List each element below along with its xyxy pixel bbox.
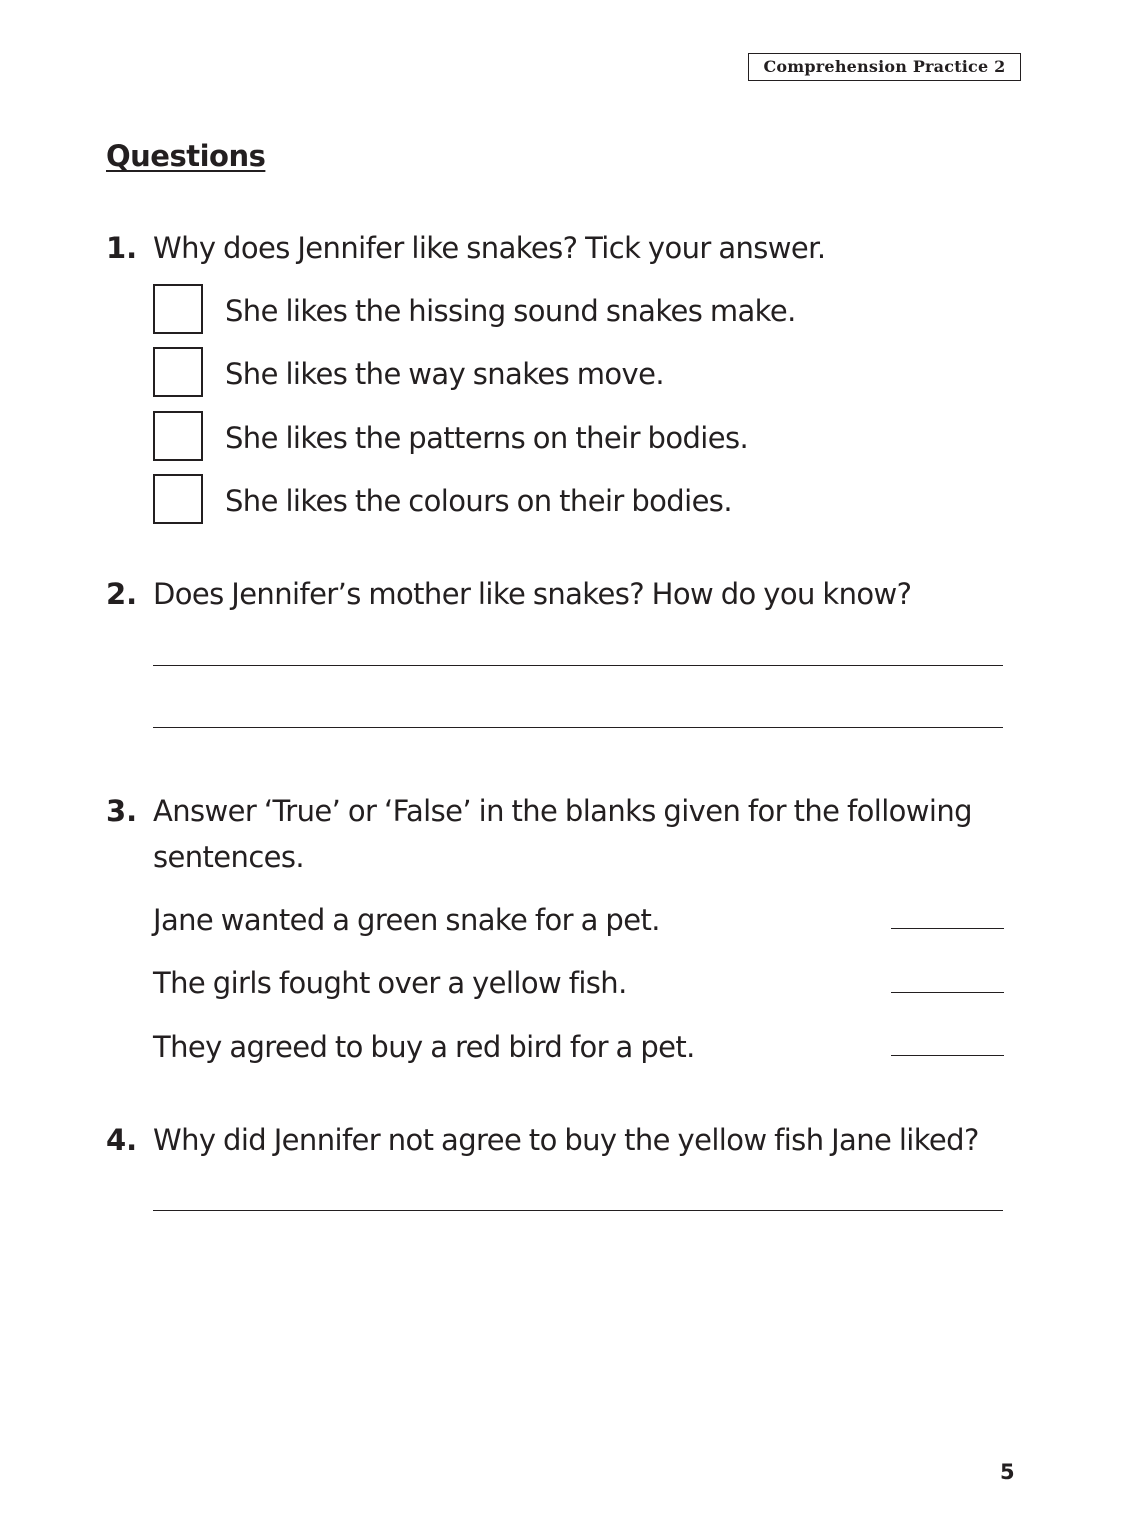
page-number: 5: [1000, 1460, 1015, 1484]
question-3-text: Answer ‘True’ or ‘False’ in the blanks given for the following sentences.: [153, 794, 972, 874]
question-2-answer-line-2[interactable]: [153, 727, 1003, 728]
option-1-checkbox[interactable]: [153, 284, 203, 334]
question-4-text: Why did Jennifer not agree to buy the yellow fish Jane liked?: [153, 1123, 979, 1157]
option-1-label: She likes the hissing sound snakes make.: [225, 294, 796, 328]
question-1-number: 1.: [106, 231, 138, 265]
section-title: Questions: [106, 139, 266, 173]
option-3-checkbox[interactable]: [153, 411, 203, 461]
question-2-text: Does Jennifer’s mother like snakes? How do you know?: [153, 577, 912, 611]
option-3-label: She likes the patterns on their bodies.: [225, 421, 749, 455]
question-4-number: 4.: [106, 1123, 138, 1157]
statement-2-blank[interactable]: [891, 992, 1004, 993]
question-3-number: 3.: [106, 794, 138, 828]
statement-3: They agreed to buy a red bird for a pet.: [153, 1030, 695, 1064]
header-tag: Comprehension Practice 2: [748, 53, 1021, 81]
statement-3-blank[interactable]: [891, 1055, 1004, 1056]
question-1-text: Why does Jennifer like snakes? Tick your answer.: [153, 231, 826, 265]
question-2-number: 2.: [106, 577, 138, 611]
option-4-checkbox[interactable]: [153, 474, 203, 524]
question-4-answer-line[interactable]: [153, 1210, 1003, 1211]
statement-1-blank[interactable]: [891, 928, 1004, 929]
statement-2: The girls fought over a yellow fish.: [153, 966, 627, 1000]
question-2-answer-line-1[interactable]: [153, 665, 1003, 666]
option-2-label: She likes the way snakes move.: [225, 357, 664, 391]
option-2-checkbox[interactable]: [153, 347, 203, 397]
option-4-label: She likes the colours on their bodies.: [225, 484, 732, 518]
statement-1: Jane wanted a green snake for a pet.: [153, 903, 660, 937]
